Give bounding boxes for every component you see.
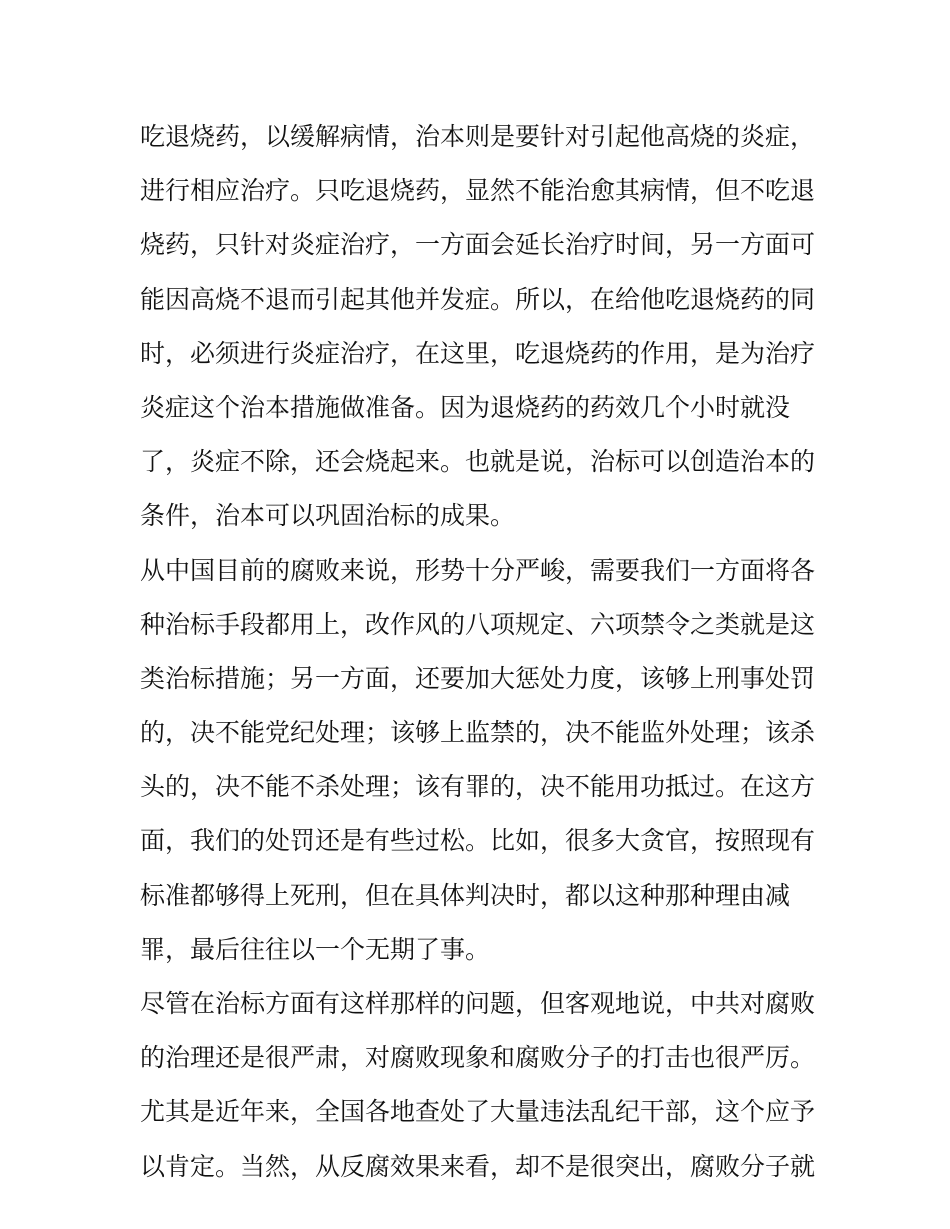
text-line: 的，决不能党纪处理；该够上监禁的，决不能监外处理；该杀 xyxy=(140,718,816,748)
text-line: 进行相应治疗。只吃退烧药，显然不能治愈其病情，但不吃退 xyxy=(140,176,816,206)
text-line: 能因高烧不退而引起其他并发症。所以，在给他吃退烧药的同 xyxy=(140,284,816,314)
text-line: 类治标措施；另一方面，还要加大惩处力度，该够上刑事处罚 xyxy=(140,663,816,693)
text-line: 了，炎症不除，还会烧起来。也就是说，治标可以创造治本的 xyxy=(140,447,816,477)
text-line: 条件，治本可以巩固治标的成果。 xyxy=(140,501,516,531)
body-text xyxy=(140,110,820,1194)
text-line: 头的，决不能不杀处理；该有罪的，决不能用功抵过。在这方 xyxy=(140,772,816,802)
text-line: 的治理还是很严肃，对腐败现象和腐败分子的打击也很严厉。 xyxy=(140,1043,816,1073)
text-line: 时，必须进行炎症治疗，在这里，吃退烧药的作用，是为治疗 xyxy=(140,338,816,368)
text-line: 吃退烧药，以缓解病情，治本则是要针对引起他高烧的炎症， xyxy=(140,122,816,151)
text-line: 炎症这个治本措施做准备。因为退烧药的药效几个小时就没 xyxy=(140,392,791,422)
text-line: 面，我们的处罚还是有些过松。比如，很多大贪官，按照现有 xyxy=(140,826,816,856)
text-line: 种治标手段都用上，改作风的八项规定、六项禁令之类就是这 xyxy=(140,609,816,639)
text-line: 从中国目前的腐败来说，形势十分严峻，需要我们一方面将各 xyxy=(140,555,816,585)
text-line: 烧药，只针对炎症治疗，一方面会延长治疗时间，另一方面可 xyxy=(140,230,816,260)
text-line: 标准都够得上死刑，但在具体判决时，都以这种那种理由减 xyxy=(140,880,791,910)
text-line: 以肯定。当然，从反腐效果来看，却不是很突出，腐败分子就 xyxy=(140,1151,816,1181)
text-line: 罪，最后往往以一个无期了事。 xyxy=(140,934,491,964)
text-line: 尽管在治标方面有这样那样的问题，但客观地说，中共对腐败 xyxy=(140,989,816,1018)
text-line: 尤其是近年来，全国各地查处了大量违法乱纪干部，这个应予 xyxy=(140,1097,816,1127)
